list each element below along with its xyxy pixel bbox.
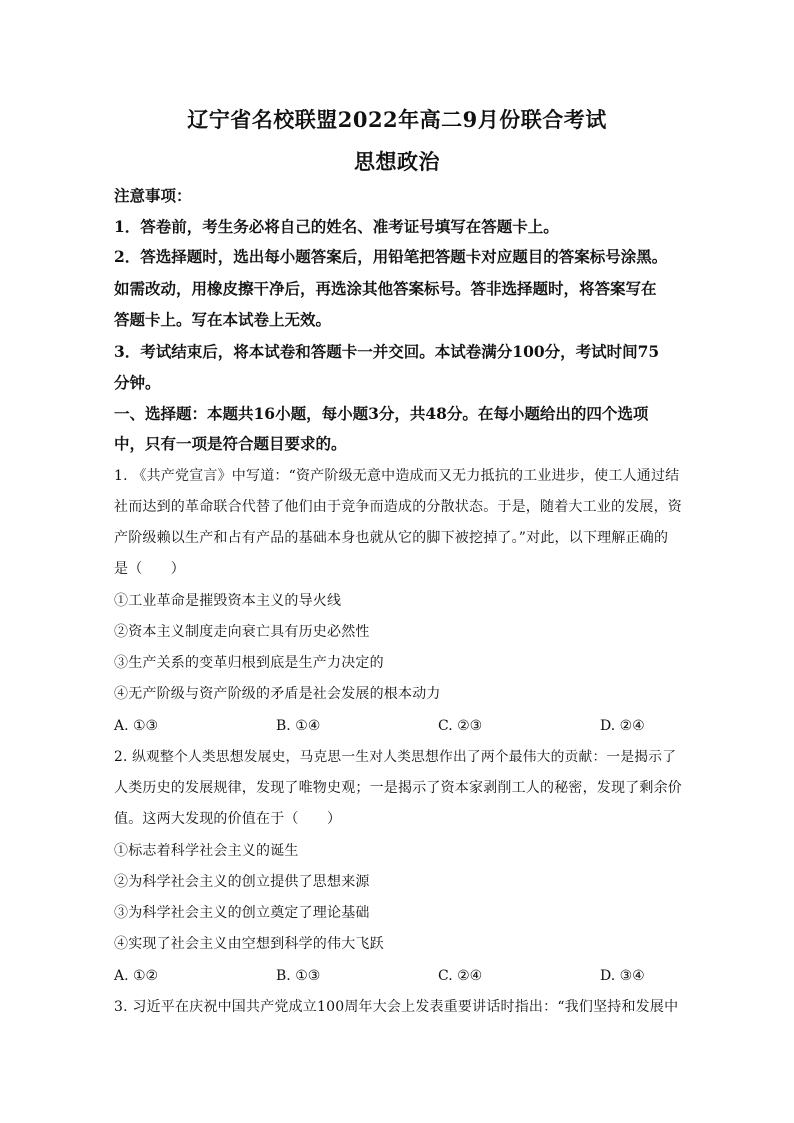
question-1-stem: 社而达到的革命联合代替了他们由于竞争而造成的分散状态。于是，随着大工业的发展，资 <box>114 499 682 515</box>
question-1-stem: 是（ ） <box>114 561 185 577</box>
notes-line: 3．考试结束后，将本试卷和答题卡一并交回。本试卷满分100分，考试时间75 <box>114 342 660 361</box>
exam-title: 辽宁省名校联盟2022年高二9月份联合考试 <box>187 107 607 132</box>
question-1-option-b: B. ①④ <box>276 718 321 734</box>
notes-line: 1．答卷前，考生务必将自己的姓名、准考证号填写在答题卡上。 <box>114 217 559 236</box>
question-2-stem: 人类历史的发展规律，发现了唯物史观；一是揭示了资本家剥削工人的秘密，发现了剩余价 <box>114 780 682 796</box>
notes-heading: 注意事项： <box>114 186 192 205</box>
question-2-stem: 2. 纵观整个人类思想发展史，马克思一生对人类思想作出了两个最伟大的贡献：一是揭示了 <box>114 749 677 765</box>
question-2-item: ②为科学社会主义的创立提供了思想来源 <box>114 874 370 890</box>
section-heading: 中，只有一项是符合题目要求的。 <box>114 434 347 453</box>
question-1-stem: 1. 《共产党宣言》中写道：“资产阶级无意中造成而又无力抵抗的工业进步，使工人通过结 <box>114 468 680 484</box>
question-1-item: ③生产关系的变革归根到底是生产力决定的 <box>114 655 384 671</box>
notes-line: 分钟。 <box>114 373 161 392</box>
notes-line: 答题卡上。写在本试卷上无效。 <box>114 310 332 329</box>
question-1-item: ①工业革命是摧毁资本主义的导火线 <box>114 593 342 609</box>
section-heading: 一、选择题：本题共16小题，每小题3分，共48分。在每小题给出的四个选项 <box>114 404 649 423</box>
notes-line: 如需改动，用橡皮擦干净后，再选涂其他答案标号。答非选择题时，将答案写在 <box>114 279 657 298</box>
question-1-stem: 产阶级赖以生产和占有产品的基础本身也就从它的脚下被挖掉了。”对此，以下理解正确的 <box>114 530 669 546</box>
question-1-item: ②资本主义制度走向衰亡具有历史必然性 <box>114 624 370 640</box>
question-2-item: ①标志着科学社会主义的诞生 <box>114 843 299 859</box>
question-1-option-d: D. ②④ <box>600 718 645 734</box>
question-2-item: ③为科学社会主义的创立奠定了理论基础 <box>114 905 370 921</box>
question-2-option-b: B. ①③ <box>276 968 321 984</box>
exam-subject: 思想政治 <box>354 149 440 174</box>
question-3-stem: 3. 习近平在庆祝中国共产党成立100周年大会上发表重要讲话时指出：“我们坚持和发展中 <box>114 999 679 1015</box>
question-1-item: ④无产阶级与资产阶级的矛盾是社会发展的根本动力 <box>114 686 441 702</box>
notes-line: 2．答选择题时，选出每小题答案后，用铅笔把答题卡对应题目的答案标号涂黑。 <box>114 247 668 266</box>
question-2-item: ④实现了社会主义由空想到科学的伟大飞跃 <box>114 936 384 952</box>
question-1-option-c: C. ②③ <box>438 718 483 734</box>
question-2-stem: 值。这两大发现的价值在于（ ） <box>114 811 342 827</box>
question-2-option-a: A. ①② <box>114 968 159 984</box>
question-2-option-c: C. ②④ <box>438 968 483 984</box>
question-2-option-d: D. ③④ <box>600 968 645 984</box>
question-1-option-a: A. ①③ <box>114 718 159 734</box>
